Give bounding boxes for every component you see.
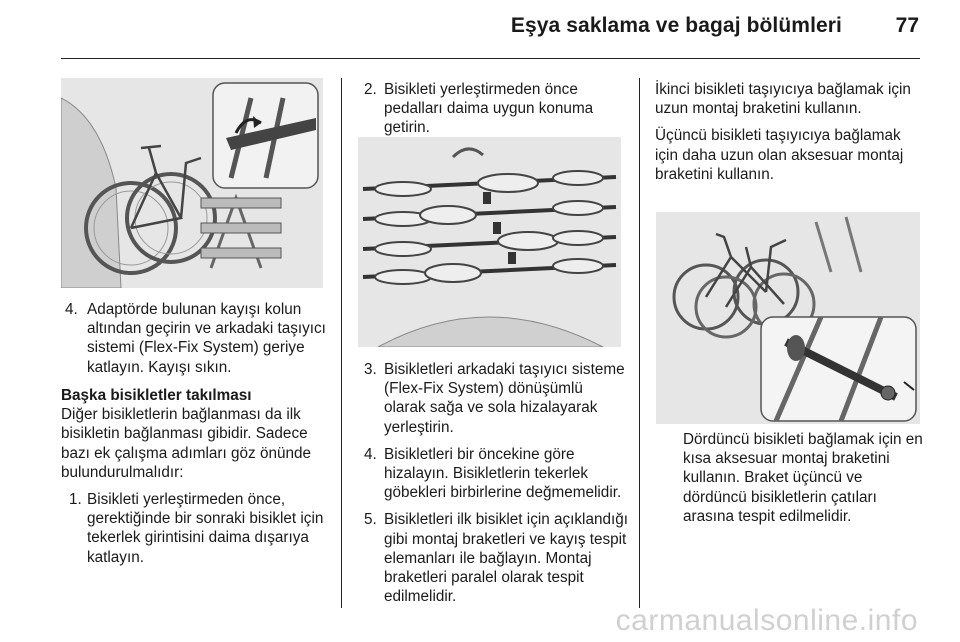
header-divider: [61, 58, 920, 59]
list-text: Bisikletleri arkadaki taşıyıcı sisteme (Flex-Fix System) dönüşümlü olarak sağa ve sola hizalayarak yerleştirin.: [384, 361, 625, 436]
page-title: Eşya saklama ve bagaj bölümleri: [510, 14, 842, 37]
figure-mounting-bracket: [656, 212, 920, 424]
page-number: 77: [895, 14, 919, 37]
paragraph: Dördüncü bisikleti bağlamak için en kısa aksesuar montaj braketini kullanın. Braket üçüncü ve dördüncü bisikletlerin çatıları arasına tespit edilmelidir.: [683, 431, 923, 525]
list-item: [364, 510, 628, 606]
list-item: [69, 490, 331, 567]
paragraph: Üçüncü bisikleti taşıyıcıya bağlamak için daha uzun olan aksesuar montaj braketini kullanın.: [655, 127, 904, 183]
figure-bike-carrier-strap: [61, 78, 323, 288]
column-divider-1: [341, 78, 342, 608]
list-text: Bisikleti yerleştirmeden önce, gerektiğinde bir sonraki bisiklet için tekerlek girintisini daima dışarıya katlayın.: [87, 491, 324, 566]
list-text: Bisikletleri ilk bisiklet için açıklandığı gibi montaj braketleri ve kayış tespit elemanları ile bağlayın. Montaj braketleri paralel olarak tespit edilmelidir.: [384, 511, 628, 606]
list-number: 4.: [65, 301, 78, 318]
col3-top-text: [655, 80, 925, 192]
list-item: [65, 300, 327, 377]
list-number: 4.: [364, 445, 377, 463]
list-number: 1.: [69, 491, 82, 509]
list-item: [364, 360, 628, 437]
column-divider-2: [639, 78, 640, 608]
list-number: 2.: [364, 81, 377, 98]
list-item: [364, 445, 628, 503]
list-item: [364, 80, 626, 138]
col3-bottom-text: [683, 430, 928, 534]
col1-text: [65, 300, 327, 385]
col1-section: [61, 386, 331, 575]
col2-list: [364, 360, 628, 614]
paragraph: Diğer bisikletlerin bağlanması da ilk bisikletin bağlanması gibidir. Sadece bazı ek çalışma adımları göz önünde bulundurulmalıdır:: [61, 406, 311, 481]
col2-top-text: [364, 80, 626, 146]
list-number: 5.: [364, 511, 377, 529]
watermark: carmanualsonline.info: [615, 604, 918, 637]
list-text: Bisikleti yerleştirmeden önce pedalları daima uygun konuma getirin.: [384, 81, 594, 137]
list-number: 3.: [364, 361, 377, 378]
figure-bikes-top-view: [358, 137, 621, 347]
paragraph: İkinci bisikleti taşıyıcıya bağlamak için uzun montaj braketini kullanın.: [655, 81, 911, 118]
section-heading: Başka bisikletler takılması: [61, 387, 252, 404]
list-text: Adaptörde bulunan kayışı kolun altından geçirin ve arkadaki taşıyıcı sistemi (Flex-Fix System) geriye katlayın. Kayışı sıkın.: [87, 301, 326, 376]
list-text: Bisikletleri bir öncekine göre hizalayın. Bisikletlerin tekerlek göbekleri birbirlerine değmemelidir.: [384, 445, 622, 502]
